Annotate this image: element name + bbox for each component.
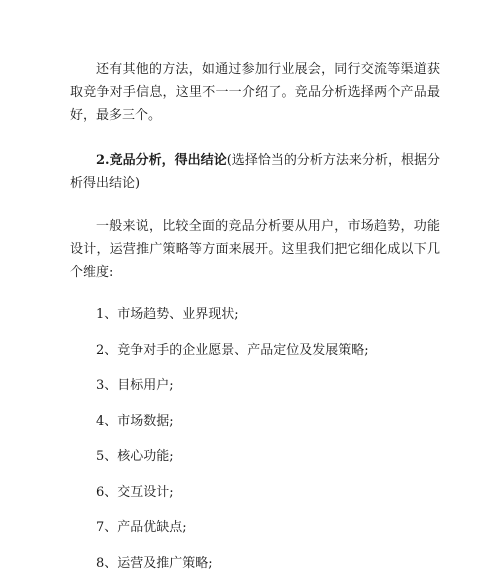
list-item: 8、运营及推广策略;	[96, 555, 213, 571]
list-item: 1、市场趋势、业界现状;	[96, 307, 239, 322]
list-item: 7、产品优缺点;	[96, 520, 187, 535]
section-heading-note: (选择恰当的分析方法来分析，根据分析得出结论)	[70, 153, 441, 191]
document-page	[70, 58, 440, 587]
list-item: 2、竞争对手的企业愿景、产品定位及发展策略;	[96, 342, 369, 358]
list-item: 4、市场数据;	[96, 413, 174, 429]
list-item: 3、目标用户;	[96, 378, 174, 393]
paragraph-dimensions-intro: 一般来说，比较全面的竞品分析要从用户，市场趋势，功能设计，运营推广策略等方面来展开。这里我们把它细化成以下几个维度:	[70, 219, 440, 280]
list-item: 6、交互设计;	[96, 484, 174, 500]
list-item: 5、核心功能;	[96, 449, 174, 464]
dimension-list	[70, 303, 440, 575]
paragraph-methods: 还有其他的方法，如通过参加行业展会，同行交流等渠道获取竞争对手信息，这里不一一介绍了。竞品分析选择两个产品最好，最多三个。	[70, 62, 440, 123]
section-heading-title: 2.竞品分析，得出结论	[96, 153, 227, 168]
section-heading	[70, 149, 440, 195]
